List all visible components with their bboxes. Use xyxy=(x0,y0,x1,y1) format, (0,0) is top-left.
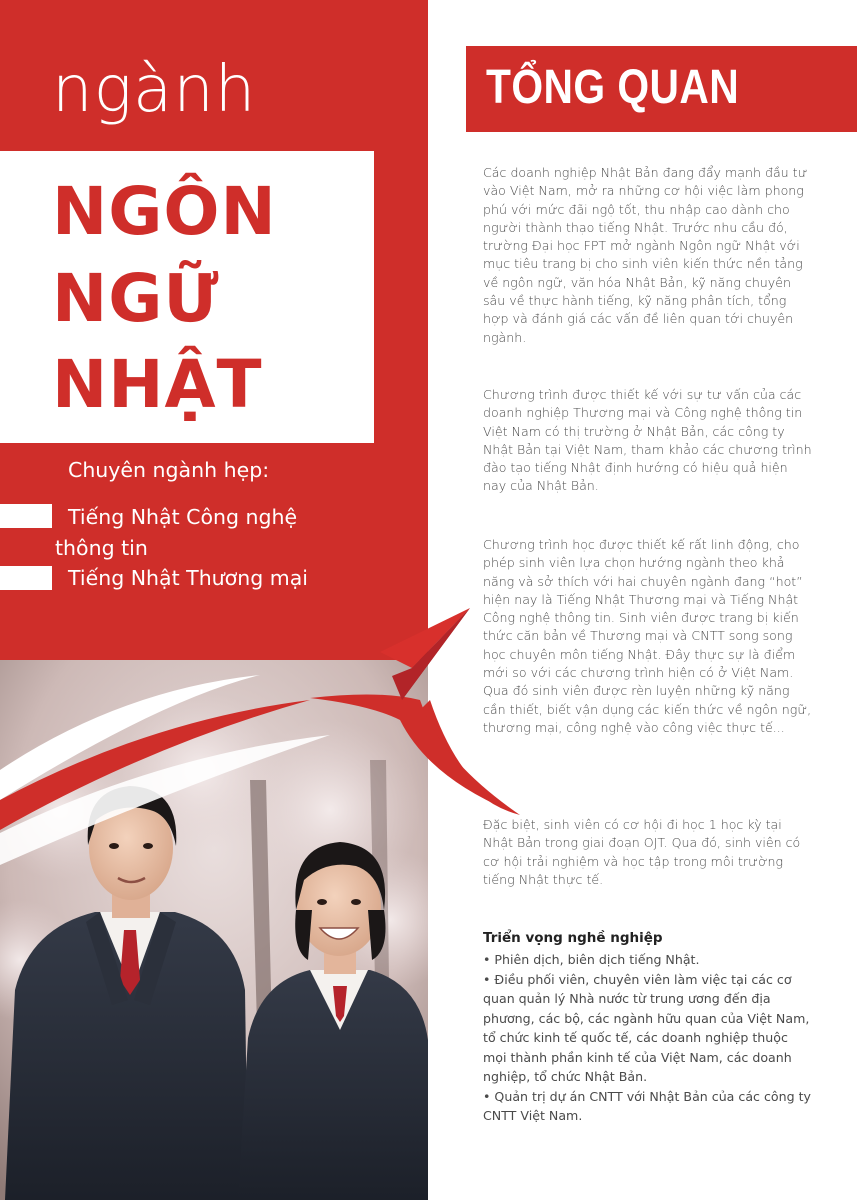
title-line-1: NGÔN xyxy=(52,173,277,250)
overview-paragraph-2: Chương trình được thiết kế với sự tư vấn của các doanh nghiệp Thương mại và Công nghệ thông tin Việt Nam có thị trường ở Nhật Bản, các công ty Nhật Bản tại Việt Nam, tham khảo các chương trình đào tạo tiếng Nhật định hướng có hiệu quả hiện nay của Nhật Bản. xyxy=(483,387,812,494)
specialization-2: Tiếng Nhật Thương mại xyxy=(68,566,308,590)
career-prospects-title: Triển vọng nghề nghiệp xyxy=(483,930,663,946)
list-item: • Điều phối viên, chuyên viên làm việc tại các cơ quan quản lý Nhà nước từ trung ương đến địa phương, các bộ, các ngành hữu quan của Việt Nam, tổ chức kinh tế quốc tế, các doanh nghiệp thuộc mọi thành phần kinh tế của Việt Nam, các doanh nghiệp, tổ chức Nhật Bản. xyxy=(483,971,810,1084)
overview-paragraph-1: Các doanh nghiệp Nhật Bản đang đẩy mạnh đầu tư vào Việt Nam, mở ra những cơ hội việc làm phong phú với mức đãi ngộ tốt, thu nhập cao dành cho người thành thạo tiếng Nhật. Trước nhu cầu đó, trường Đại học FPT mở ngành Ngôn ngữ Nhật với mục tiêu trang bị cho sinh viên kiến thức nền tảng về ngôn ngữ, văn hóa Nhật Bản, kỹ năng chuyên sâu về thực hành tiếng, kỹ năng phân tích, tổng hợp và đánh giá các vấn đề liên quan tới chuyên ngành. xyxy=(483,165,808,345)
career-prospects-list xyxy=(483,950,813,1126)
overview-header xyxy=(466,46,857,132)
title-line-2: NGỮ xyxy=(52,260,220,337)
specialization-1-line-1: Tiếng Nhật Công nghệ xyxy=(68,505,298,529)
intro-word: ngành xyxy=(52,53,257,127)
overview-paragraph-4: Đặc biệt, sinh viên có cơ hội đi học 1 học kỳ tại Nhật Bản trong giai đoạn OJT. Qua đó, sinh viên có cơ hội trải nghiệm và học tập trong môi trường tiếng Nhật thực tế. xyxy=(483,817,801,887)
list-item: • Quản trị dự án CNTT với Nhật Bản của các công ty CNTT Việt Nam. xyxy=(483,1088,811,1123)
title-line-3: NHẬT xyxy=(52,346,263,423)
list-item: • Phiên dịch, biên dịch tiếng Nhật. xyxy=(483,952,700,967)
specialization-heading: Chuyên ngành hẹp: xyxy=(68,458,270,482)
overview-title: TỔNG QUAN xyxy=(486,61,740,114)
overview-paragraph-3: Chương trình học được thiết kế rất linh động, cho phép sinh viên lựa chọn hướng ngành theo khả năng và sở thích với hai chuyên ngành đang “hot” hiện nay là Tiếng Nhật Thương mại và Tiếng Nhật Công nghệ thông tin. Sinh viên được trang bị kiến thức căn bản về Thương mại và CNTT song song học chuyên môn tiếng Nhật. Đây thực sự là điểm mới so với các chương trình hiện có ở Việt Nam. Qua đó sinh viên được rèn luyện những kỹ năng cần thiết, biết vận dụng các kiến thức về ngôn ngữ, thương mại, công nghệ vào công việc thực tế... xyxy=(483,537,812,735)
specialization-1-line-2: thông tin xyxy=(55,536,148,560)
